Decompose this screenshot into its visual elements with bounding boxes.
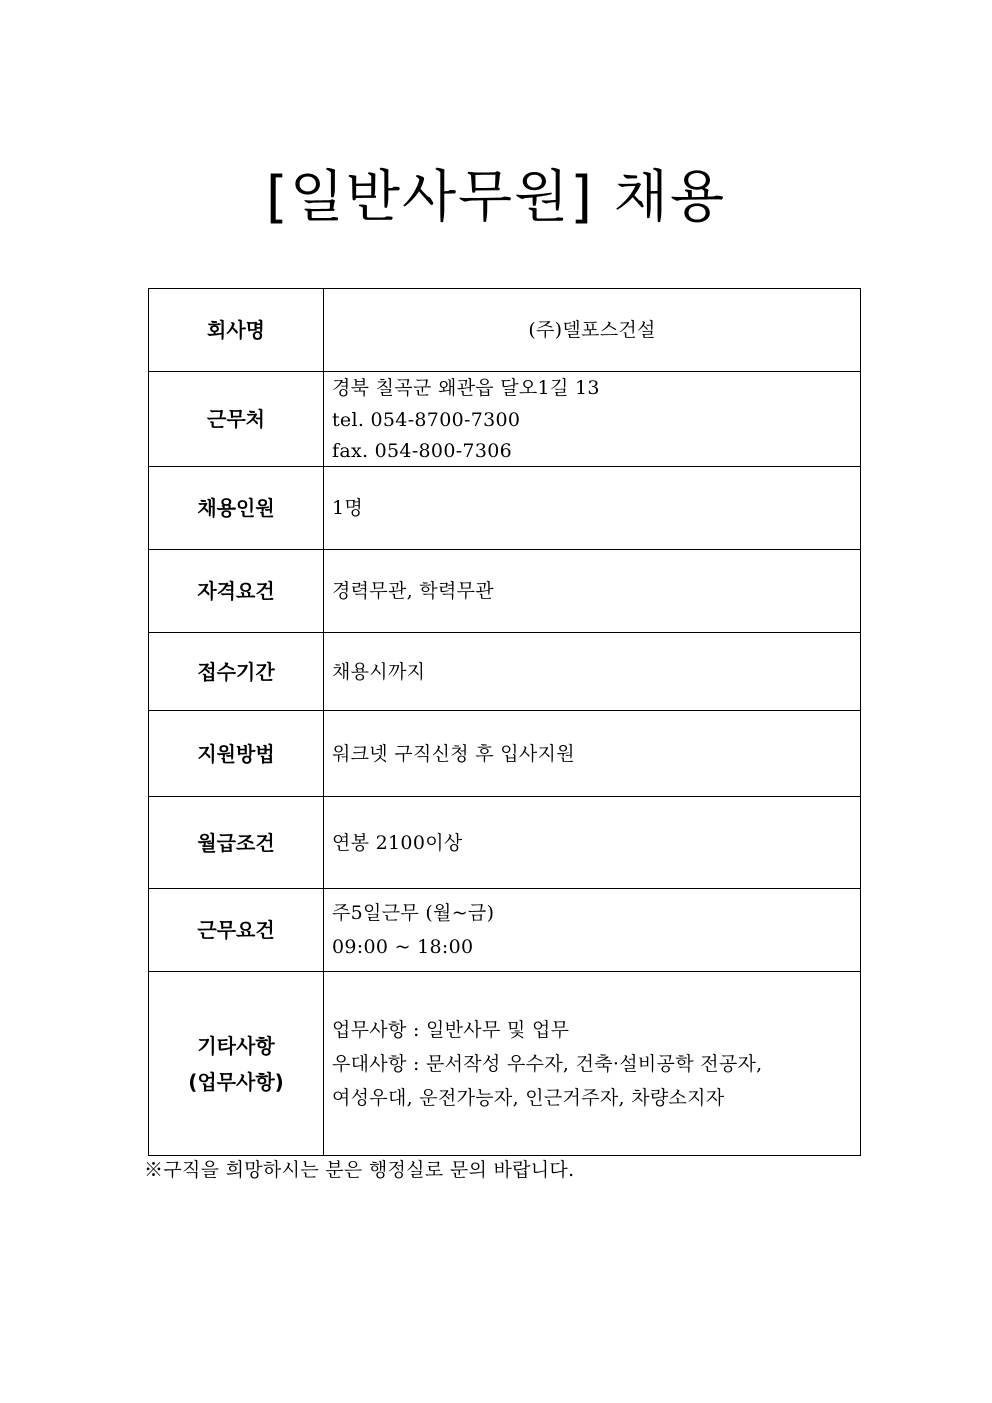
- row-value-conditions: [324, 889, 861, 972]
- table-row: [149, 289, 861, 372]
- row-value-other: [324, 972, 861, 1156]
- value-text: 경력무관, 학력무관: [332, 580, 494, 602]
- label-text: 지원방법: [197, 741, 275, 766]
- row-label-headcount: [149, 467, 324, 550]
- row-label-salary: [149, 797, 324, 889]
- label-text: 기타사항: [197, 1033, 275, 1058]
- table-row: [149, 711, 861, 797]
- preference-text: 우대사항 : 문서작성 우수자, 건축·설비공학 전공자,: [332, 1052, 763, 1075]
- row-label-qualification: [149, 550, 324, 633]
- duties-text: 업무사항 : 일반사무 및 업무: [332, 1018, 570, 1041]
- value-text: 채용시까지: [332, 660, 426, 683]
- row-value-headcount: [324, 467, 861, 550]
- fax-text: fax. 054-800-7306: [332, 440, 512, 462]
- row-label-period: [149, 633, 324, 711]
- row-label-workplace: [149, 372, 324, 467]
- label-text: 근무처: [207, 407, 265, 431]
- row-value-workplace: [324, 372, 861, 467]
- label-text: 접수기간: [197, 659, 275, 684]
- row-label-company: [149, 289, 324, 372]
- address-text: 경북 칠곡군 왜관읍 달오1길 13: [332, 377, 600, 399]
- label-text: 월급조건: [197, 830, 275, 855]
- row-value-period: [324, 633, 861, 711]
- value-text: 연봉 2100이상: [332, 831, 463, 854]
- label-text: 채용인원: [197, 496, 275, 520]
- tel-text: tel. 054-8700-7300: [332, 409, 521, 431]
- label-subtext: (업무사항): [188, 1069, 284, 1094]
- table-row: [149, 797, 861, 889]
- value-text: 워크넷 구직신청 후 입사지원: [332, 742, 575, 765]
- row-value-method: [324, 711, 861, 797]
- value-text: 1명: [332, 497, 364, 519]
- table-row: [149, 633, 861, 711]
- row-value-company: [324, 289, 861, 372]
- preference-text-cont: 여성우대, 운전가능자, 인근거주자, 차량소지자: [332, 1086, 725, 1109]
- hours-text: 09:00 ~ 18:00: [332, 936, 474, 958]
- footnote: ※구직을 희망하시는 분은 행정실로 문의 바랍니다.: [144, 1159, 575, 1181]
- label-text: 자격요건: [197, 579, 275, 603]
- table-row: [149, 972, 861, 1156]
- job-info-table: [148, 288, 861, 1156]
- row-label-method: [149, 711, 324, 797]
- row-value-salary: [324, 797, 861, 889]
- days-text: 주5일근무 (월~금): [332, 902, 495, 924]
- row-value-qualification: [324, 550, 861, 633]
- table-row: [149, 889, 861, 972]
- row-label-conditions: [149, 889, 324, 972]
- page-title: [일반사무원] 채용: [265, 165, 727, 230]
- table-row: [149, 550, 861, 633]
- table-row: [149, 372, 861, 467]
- label-text: 근무요건: [197, 918, 275, 942]
- table-row: [149, 467, 861, 550]
- row-label-other: [149, 972, 324, 1156]
- label-text: 회사명: [207, 318, 265, 342]
- value-text: (주)델포스건설: [528, 319, 656, 341]
